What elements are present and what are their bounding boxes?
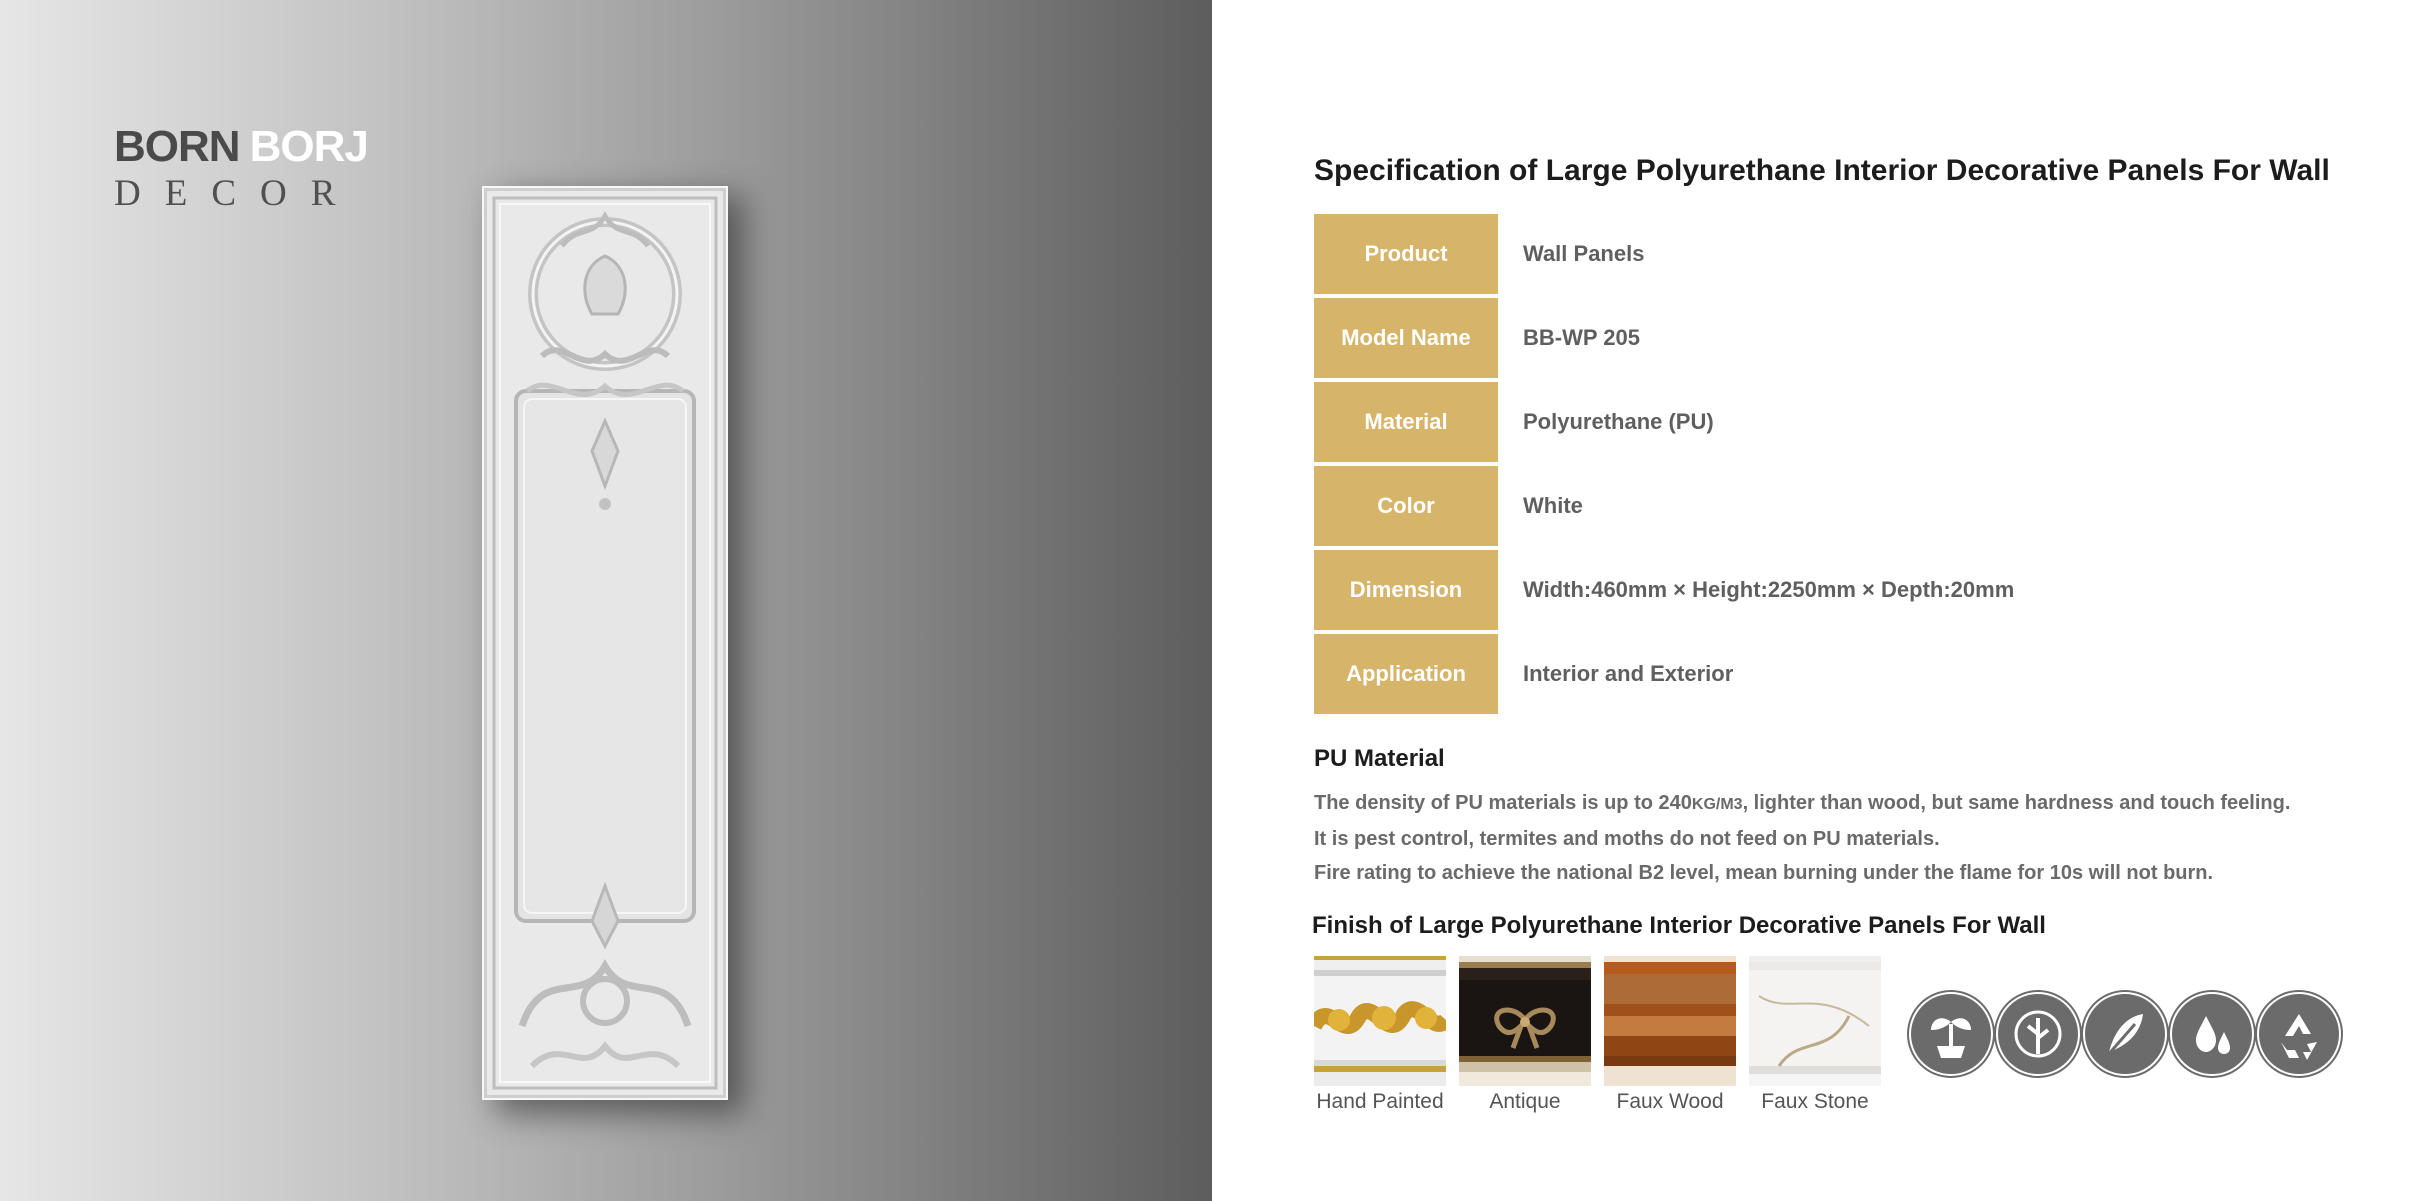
spec-row-product [1314, 214, 2314, 298]
spec-value: Width:460mm × Height:2250mm × Depth:20mm [1523, 577, 2015, 602]
spec-row-material [1314, 382, 2314, 466]
spec-label: Color [1314, 466, 1498, 546]
logo-brand-right: BORJ [249, 122, 368, 171]
spec-value: BB-WP 205 [1523, 325, 1640, 350]
swatch-label: Faux Stone [1761, 1090, 1869, 1113]
spec-value: Wall Panels [1523, 241, 1645, 266]
spec-row-dimension [1314, 550, 2314, 634]
antique-swatch [1459, 956, 1591, 1086]
water-drops-icon [2170, 992, 2254, 1076]
logo-subtitle: DECOR [114, 173, 360, 214]
spec-row-model-name [1314, 298, 2314, 382]
spec-label: Material [1314, 382, 1498, 462]
feather-icon [2083, 992, 2167, 1076]
faux-wood-swatch [1604, 956, 1736, 1086]
recycle-icon [2257, 992, 2341, 1076]
hand-painted-swatch [1314, 956, 1446, 1086]
pu-line-3: Fire rating to achieve the national B2 level, mean burning under the flame for 10s will not burn. [1314, 862, 2214, 884]
spec-label: Product [1314, 214, 1498, 294]
pu-material-title: PU Material [1314, 745, 1445, 772]
spec-label: Model Name [1314, 298, 1498, 378]
spec-label: Dimension [1314, 550, 1498, 630]
spec-title: Specification of Large Polyurethane Interior Decorative Panels For Wall [1314, 154, 2330, 187]
logo-brand-left: BORN [114, 122, 240, 171]
spec-row-color [1314, 466, 2314, 550]
finish-title: Finish of Large Polyurethane Interior Decorative Panels For Wall [1312, 912, 2046, 939]
pu-material-text [1314, 786, 2404, 890]
faux-stone-swatch [1749, 956, 1881, 1086]
swatch-label: Antique [1489, 1090, 1561, 1113]
brand-logo [114, 122, 368, 214]
spec-table [1314, 214, 2314, 718]
plant-icon [1909, 992, 1993, 1076]
swatch-label: Faux Wood [1616, 1090, 1724, 1113]
pu-density-unit: KG/M3 [1691, 796, 1743, 813]
pu-line-1-end: , lighter than wood, but same hardness and touch feeling. [1742, 792, 2291, 814]
spec-value: Polyurethane (PU) [1523, 409, 1714, 434]
spec-value: White [1523, 493, 1583, 518]
pu-line-2: It is pest control, termites and moths do not feed on PU materials. [1314, 828, 1940, 850]
wall-panel-image [482, 186, 728, 1100]
spec-value: Interior and Exterior [1523, 661, 1734, 686]
spec-row-application [1314, 634, 2314, 718]
pu-line-1-start: The density of PU materials is up to 240 [1314, 792, 1692, 814]
swatch-label: Hand Painted [1316, 1090, 1444, 1113]
pu-line-1 [1314, 786, 2404, 822]
tree-icon [1996, 992, 2080, 1076]
spec-label: Application [1314, 634, 1498, 714]
